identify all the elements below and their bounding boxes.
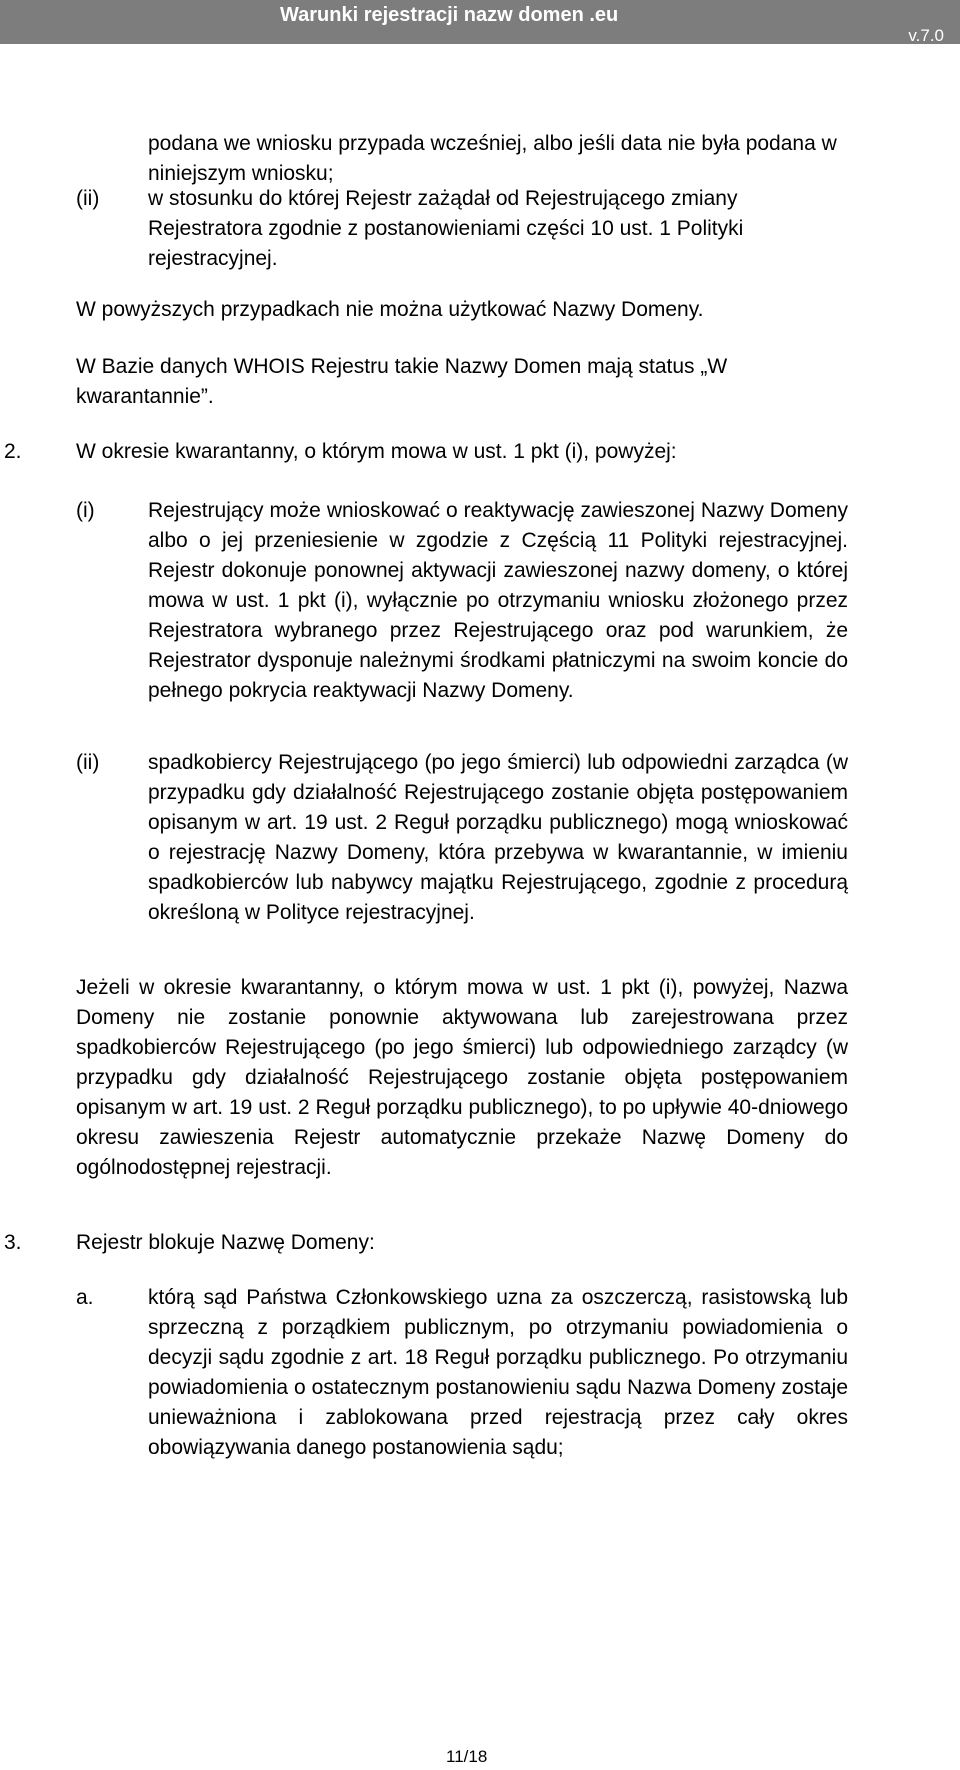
list-item-text-2-ii: spadkobiercy Rejestrującego (po jego śmierci) lub odpowiedni zarządca (w przypadku gdy działalność Rejestrującego zostanie objęta postępowaniem opisanym w art. 19 ust. 2 Reguł porządku publicznego) mogą wnioskować o rejestrację Nazwy Domeny, która przebywa w kwarantannie, w imieniu spadkobierców lub nabywcy majątku Rejestrującego, zgodnie z procedurą określoną w Polityce rejestracyjnej. bbox=[148, 751, 848, 924]
page-number: 11/18 bbox=[446, 1747, 488, 1766]
section-number-2: 2. bbox=[4, 440, 22, 463]
section-title-2: W okresie kwarantanny, o którym mowa w ust. 1 pkt (i), powyżej: bbox=[76, 440, 677, 463]
paragraph-whois-status: W Bazie danych WHOIS Rejestru takie Nazwy Domen mają status „W kwarantannie”. bbox=[76, 355, 728, 408]
list-item-label-2-i: (i) bbox=[76, 499, 95, 522]
document-header bbox=[0, 0, 960, 44]
list-item-label-2-ii: (ii) bbox=[76, 751, 100, 774]
list-item-text-2-i: Rejestrujący może wnioskować o reaktywację zawieszonej Nazwy Domeny albo o jej przeniesienie w zgodzie z Częścią 11 Polityki rejestracyjnej. Rejestr dokonuje ponownej aktywacji zawieszonej nazwy domeny, o której mowa w ust. 1 pkt (i), wyłącznie po otrzymaniu wniosku złożonego przez Rejestratora wybranego przez Rejestrującego oraz pod warunkiem, że Rejestrator dysponuje należnymi środkami płatniczymi na swoim koncie do pełnego pokrycia reaktywacji Nazwy Domeny. bbox=[148, 499, 848, 702]
list-item-label-ii: (ii) bbox=[76, 187, 100, 210]
list-item-label-3-a: a. bbox=[76, 1286, 94, 1309]
section-title-3: Rejestr blokuje Nazwę Domeny: bbox=[76, 1231, 375, 1254]
paragraph-quarantine-expiry: Jeżeli w okresie kwarantanny, o którym mowa w ust. 1 pkt (i), powyżej, Nazwa Domeny nie zostanie ponownie aktywowana lub zarejestrowana przez spadkobierców Rejestrującego (po jego śmierci) lub odpowiedniego zarządcy (w przypadku gdy działalność Rejestrującego zostanie objęta postępowaniem opisanym w art. 19 ust. 2 Reguł porządku publicznego), to po upływie 40-dniowego okresu zawieszenia Rejestr automatycznie przekaże Nazwę Domeny do ogólnodostępnej rejestracji. bbox=[76, 976, 848, 1179]
document-title: Warunki rejestracji nazw domen .eu bbox=[280, 4, 619, 26]
paragraph-no-use: W powyższych przypadkach nie można użytkować Nazwy Domeny. bbox=[76, 298, 704, 321]
list-item-text-ii: w stosunku do której Rejestr zażądał od Rejestrującego zmiany Rejestratora zgodnie z postanowieniami części 10 ust. 1 Polityki rejestracyjnej. bbox=[148, 187, 744, 270]
section-number-3: 3. bbox=[4, 1231, 22, 1254]
document-version: v.7.0 bbox=[908, 26, 944, 45]
list-item-text-3-a: którą sąd Państwa Członkowskiego uzna za oszczerczą, rasistowską lub sprzeczną z porządkiem publicznym, po otrzymaniu powiadomienia o decyzji sądu zgodnie z art. 18 Reguł porządku publicznego. Po otrzymaniu powiadomienia o ostatecznym postanowieniu sądu Nazwa Domeny zostaje unieważniona i zablokowana przed rejestracją przez cały okres obowiązywania danego postanowienia sądu; bbox=[148, 1286, 848, 1459]
list-item-continuation-text: podana we wniosku przypada wcześniej, albo jeśli data nie była podana w niniejszym wniosku; bbox=[148, 132, 837, 185]
